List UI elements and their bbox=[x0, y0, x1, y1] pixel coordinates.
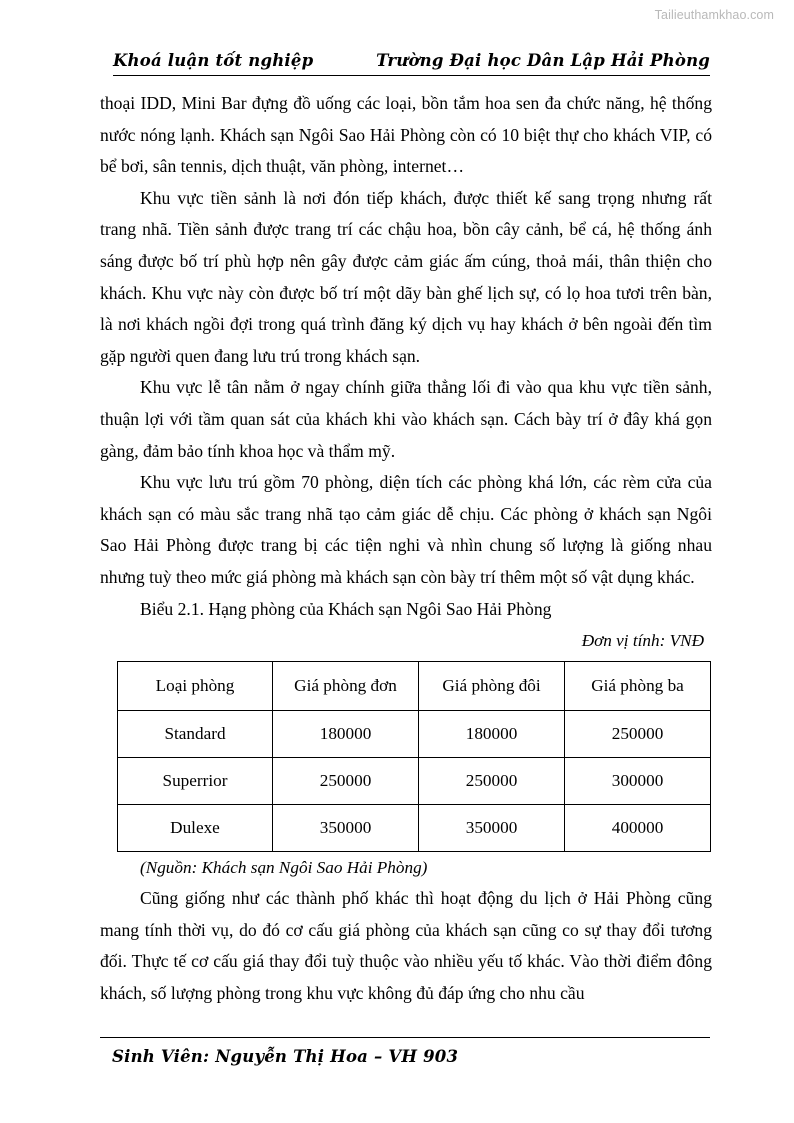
cell-room-type: Standard bbox=[118, 710, 273, 757]
column-header-room-type: Loại phòng bbox=[118, 661, 273, 710]
running-header bbox=[113, 40, 710, 76]
paragraph-reception-area: Khu vực lễ tân nằm ở ngay chính giữa thẳng lối đi vào qua khu vực tiền sảnh, thuận lợi với tầm quan sát của khách khi vào khách sạn. Cách bày trí ở đây khá gọn gàng, đảm bảo tính khoa học và thẩm mỹ. bbox=[100, 377, 712, 461]
cell-double-rate: 250000 bbox=[419, 757, 565, 804]
cell-triple-rate: 250000 bbox=[565, 710, 711, 757]
column-header-single-rate: Giá phòng đơn bbox=[273, 661, 419, 710]
table-row bbox=[118, 710, 711, 757]
column-header-double-rate: Giá phòng đôi bbox=[419, 661, 565, 710]
paragraph-continuation: thoại IDD, Mini Bar đựng đồ uống các loại, bồn tắm hoa sen đa chức năng, hệ thống nước nóng lạnh. Khách sạn Ngôi Sao Hải Phòng còn có 10 biệt thự cho khách VIP, có bể bơi, sân tennis, dịch thuật, văn phòng, internet… bbox=[100, 93, 712, 177]
paragraph-seasonality: Cũng giống như các thành phố khác thì hoạt động du lịch ở Hải Phòng cũng mang tính thời vụ, do đó cơ cấu giá phòng của khách sạn cũng co sự thay đổi tương đối. Thực tế cơ cấu giá thay đổi tuỳ thuộc vào nhiều yếu tố khác. Vào thời điểm đông khách, số lượng phòng trong khu vực không đủ đáp ứng cho nhu cầu bbox=[100, 888, 712, 1004]
table-row bbox=[118, 804, 711, 851]
header-right-title: Trường Đại học Dân Lập Hải Phòng bbox=[376, 51, 710, 70]
header-left-title: Khoá luận tốt nghiệp bbox=[113, 51, 314, 70]
table-unit-note: Đơn vị tính: VNĐ bbox=[581, 631, 704, 651]
room-pricing-table bbox=[117, 661, 711, 852]
footer-student-info: Sinh Viên: Nguyễn Thị Hoa – VH 903 bbox=[112, 1047, 459, 1066]
cell-single-rate: 180000 bbox=[273, 710, 419, 757]
paragraph-accommodation-area: Khu vực lưu trú gồm 70 phòng, diện tích các phòng khá lớn, các rèm cửa của khách sạn có màu sắc trang nhã tạo cảm giác dễ chịu. Các phòng ở khách sạn Ngôi Sao Hải Phòng được trang bị các tiện nghi và nhìn chung số lượng là giống nhau nhưng tuỳ theo mức giá phòng mà khách sạn còn bày trí thêm một số vật dụng khác. bbox=[100, 472, 712, 587]
paragraph-lobby-area: Khu vực tiền sảnh là nơi đón tiếp khách, được thiết kế sang trọng nhưng rất trang nhã. Tiền sảnh được trang trí các chậu hoa, bồn cây cảnh, bể cá, hệ thống ánh sáng được bố trí phù hợp nên gây được cảm giác ấm cúng, thoả mái, thân thiện cho khách. Khu vực này còn được bố trí một dãy bàn ghế lịch sự, có lọ hoa tươi trên bàn, là nơi khách ngồi đợi trong quá trình đăng ký dịch vụ hay khách ở bên ngoài đến tìm gặp người quen đang lưu trú trong khách sạn. bbox=[100, 187, 712, 366]
cell-triple-rate: 300000 bbox=[565, 757, 711, 804]
room-pricing-table-wrapper bbox=[117, 661, 710, 852]
table-header-row bbox=[118, 661, 711, 710]
table-caption: Biểu 2.1. Hạng phòng của Khách sạn Ngôi Sao Hải Phòng bbox=[140, 598, 552, 619]
running-footer bbox=[100, 1037, 710, 1079]
cell-triple-rate: 400000 bbox=[565, 804, 711, 851]
footer-rule bbox=[100, 1037, 710, 1038]
table-source-note: (Nguồn: Khách sạn Ngôi Sao Hải Phòng) bbox=[140, 857, 428, 877]
cell-double-rate: 180000 bbox=[419, 710, 565, 757]
cell-room-type: Dulexe bbox=[118, 804, 273, 851]
header-rule bbox=[113, 75, 710, 76]
cell-single-rate: 350000 bbox=[273, 804, 419, 851]
table-row bbox=[118, 757, 711, 804]
cell-double-rate: 350000 bbox=[419, 804, 565, 851]
document-body bbox=[100, 88, 712, 1010]
cell-single-rate: 250000 bbox=[273, 757, 419, 804]
cell-room-type: Superrior bbox=[118, 757, 273, 804]
watermark-text: Tailieuthamkhao.com bbox=[654, 8, 774, 22]
column-header-triple-rate: Giá phòng ba bbox=[565, 661, 711, 710]
